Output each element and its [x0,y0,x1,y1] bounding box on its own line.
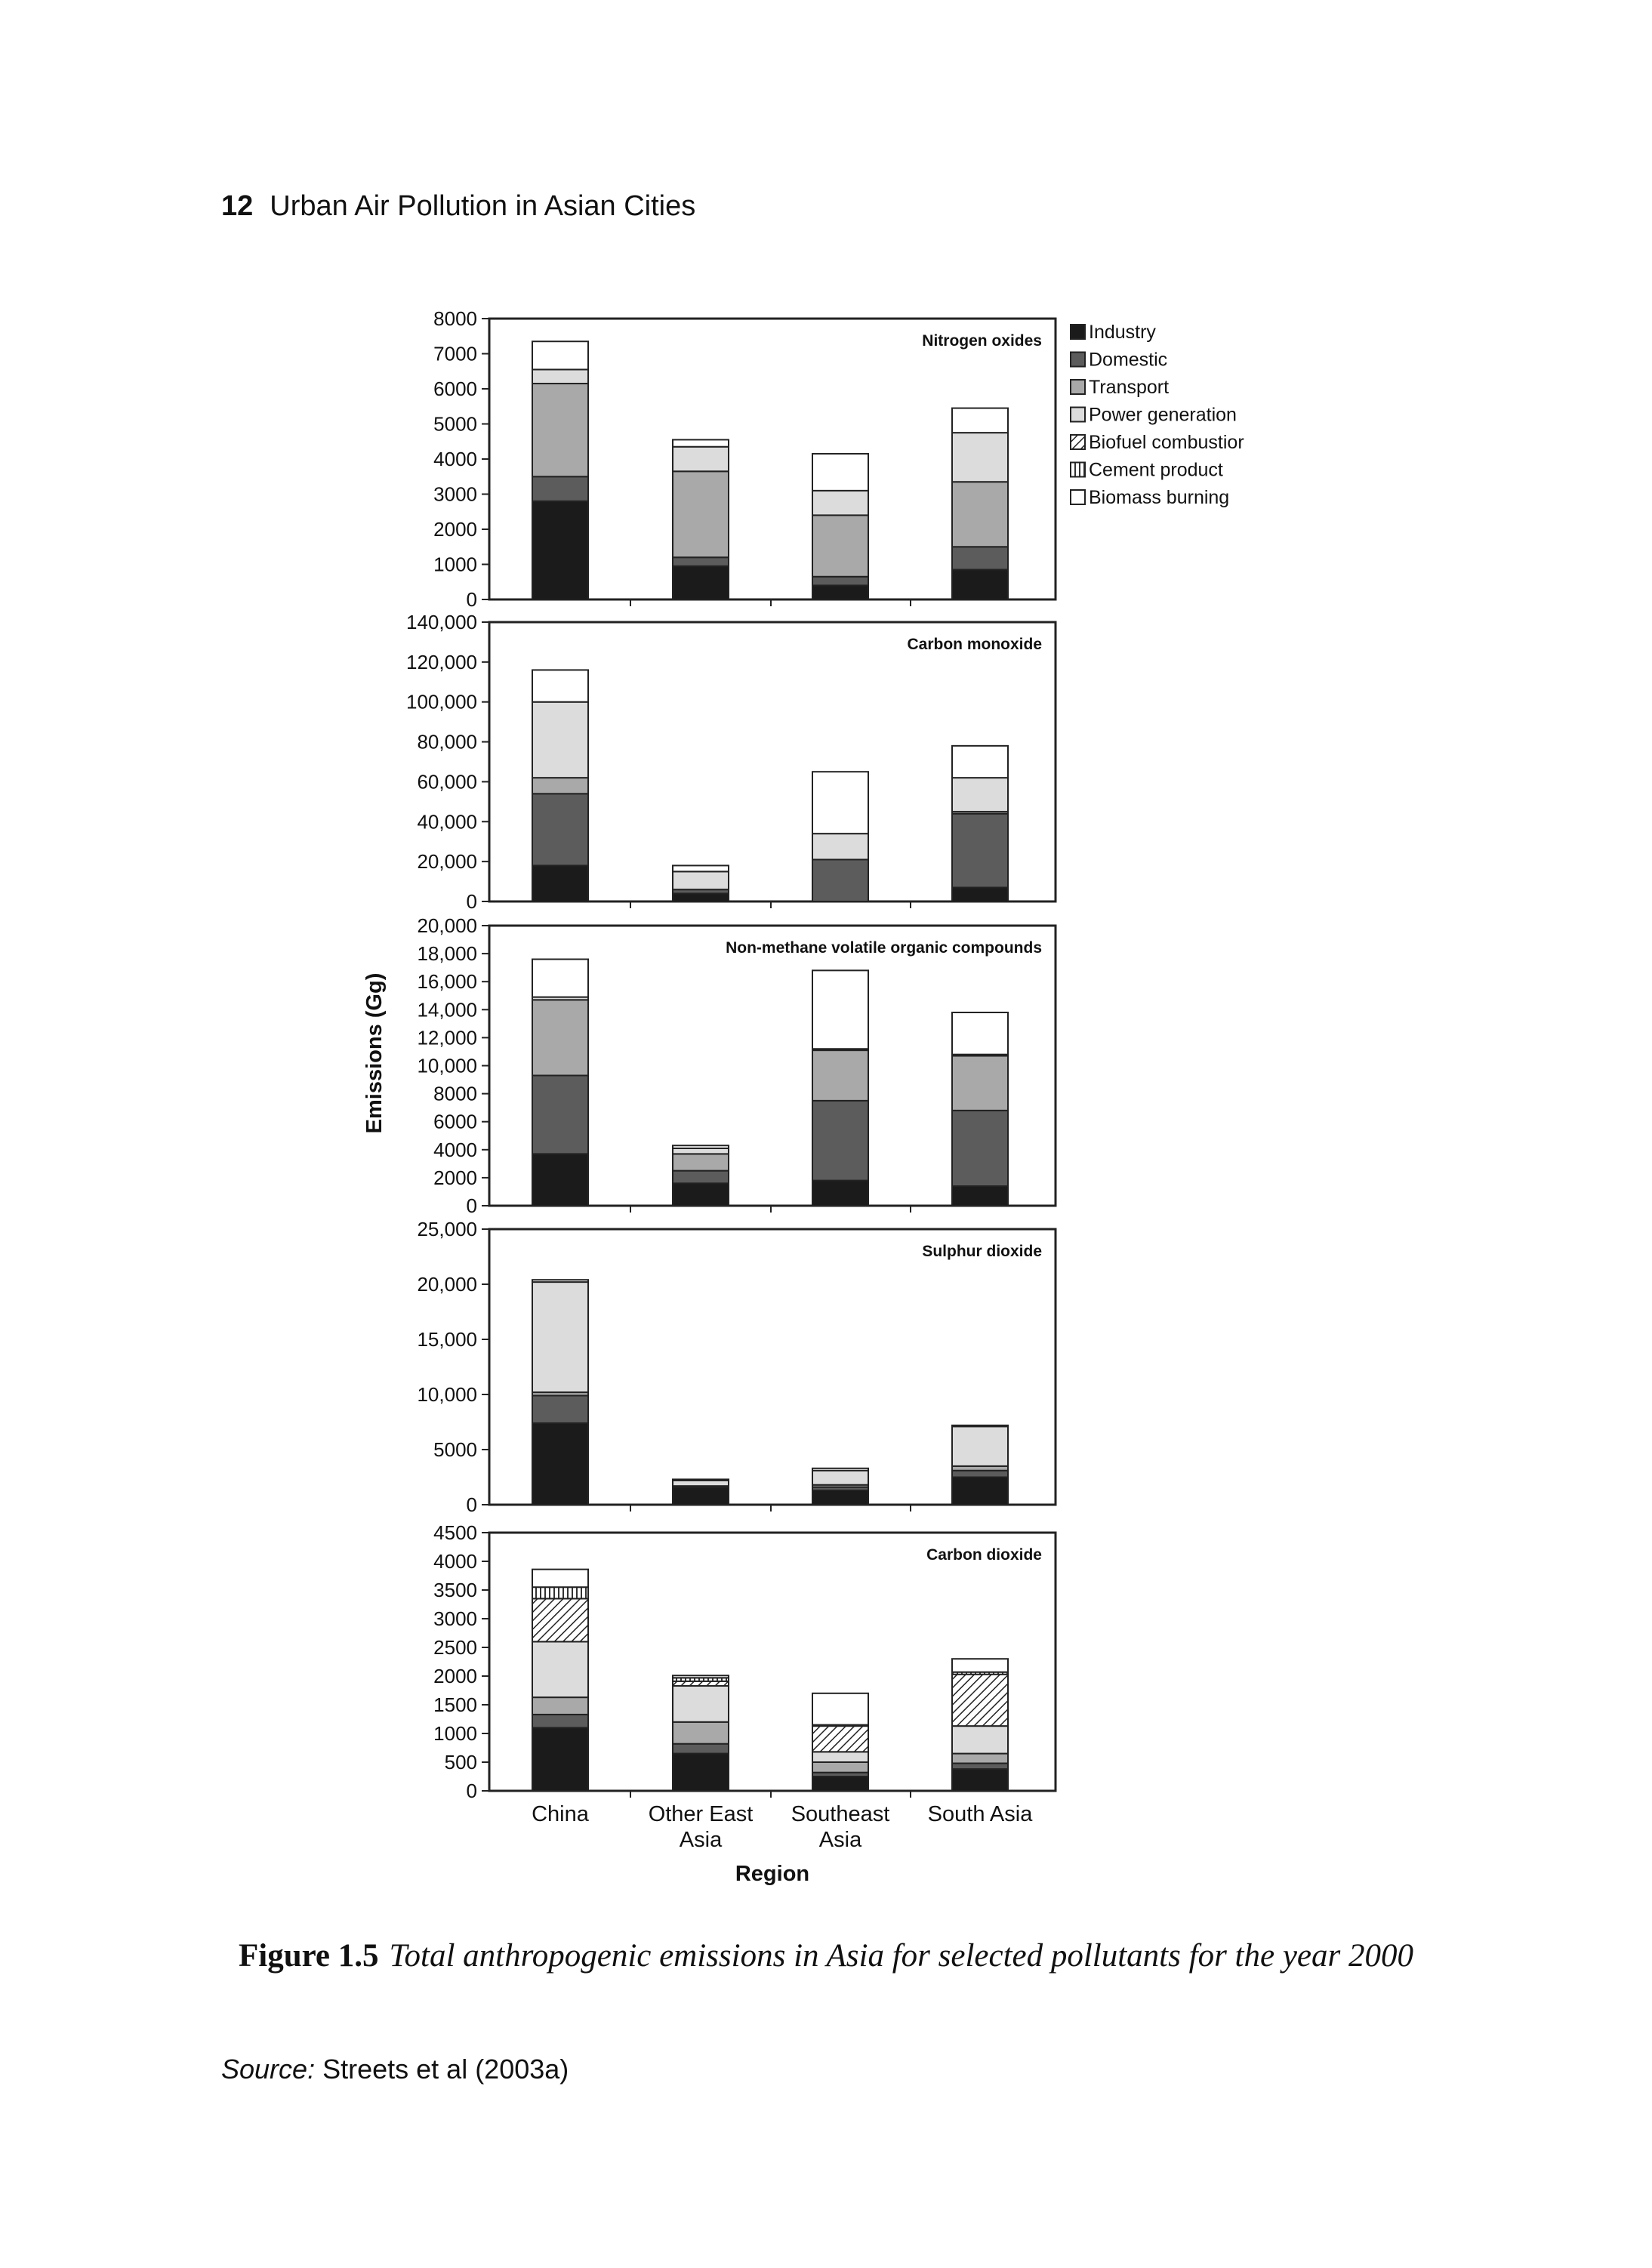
y-tick-label: 0 [466,890,477,913]
bar-south-asia-power-generation [952,1426,1008,1466]
bar-other-east-asia-domestic [673,1744,729,1754]
y-tick-label: 16,000 [417,970,477,994]
legend-swatch-industry [1071,325,1085,339]
bar-china-cement-production [532,1587,588,1598]
bar-china-domestic [532,1395,588,1423]
bar-south-asia-biomass-burning [952,1425,1008,1426]
bar-south-asia-biomass-burning [952,1012,1008,1055]
figure-caption [221,1934,1431,1978]
bar-other-east-asia-domestic [673,557,729,566]
bar-south-asia-domestic [952,1111,1008,1186]
bar-china-domestic [532,1075,588,1154]
y-tick-label: 2000 [433,518,477,541]
bar-south-asia-industry [952,569,1008,599]
y-tick-label: 80,000 [417,730,477,753]
bar-southeast-asia-industry [812,1490,868,1505]
y-tick-label: 20,000 [417,850,477,874]
bar-china-power-generation [532,369,588,384]
legend-swatch-biomass-burning [1071,490,1085,504]
x-category-label: China [532,1802,589,1826]
bar-china-industry [532,501,588,599]
bar-other-east-asia-power-generation [673,1481,729,1486]
y-tick-label: 4000 [433,1550,477,1573]
bar-other-east-asia-industry [673,1487,729,1505]
bar-other-east-asia-transport [673,471,729,557]
legend-label-domestic: Domestic [1089,349,1168,371]
panel-title: Carbon dioxide [926,1546,1042,1564]
y-tick-label: 4000 [433,448,477,470]
bar-south-asia-industry [952,1769,1008,1791]
y-tick-label: 1500 [433,1693,477,1716]
x-category-label: Other East [648,1802,754,1826]
y-tick-label: 0 [466,1194,477,1217]
bar-other-east-asia-power-generation [673,871,729,889]
y-tick-label: 60,000 [417,770,477,793]
y-axis-label: Emissions (Gg) [362,972,387,1134]
bar-south-asia-biomass-burning [952,408,1008,433]
x-axis-label: Region [735,1862,810,1886]
bar-southeast-asia-domestic [812,577,868,586]
bar-southeast-asia-biomass-burning [812,1693,868,1725]
y-tick-label: 100,000 [406,690,477,713]
bar-other-east-asia-industry [673,1754,729,1791]
legend-label-transport: Transport [1089,377,1170,398]
legend-label-biomass-burning: Biomass burning [1089,487,1230,508]
legend-swatch-biofuel-combustion [1071,435,1085,449]
y-tick-label: 0 [466,588,477,611]
bar-southeast-asia-industry [812,1776,868,1791]
figure-label: Figure 1.5 [239,1938,379,1974]
source-label: Source: [221,2054,316,2085]
y-tick-label: 15,000 [417,1328,477,1351]
bar-china-biomass-burning [532,341,588,369]
bar-other-east-asia-biomass-burning [673,1479,729,1480]
y-tick-label: 6000 [433,377,477,400]
y-tick-label: 12,000 [417,1026,477,1049]
figure-caption-text: Total anthropogenic emissions in Asia for selected pollutants for the year 2000 [389,1938,1413,1974]
y-tick-label: 2000 [433,1665,477,1687]
y-tick-label: 7000 [433,342,477,365]
bar-southeast-asia-biomass-burning [812,454,868,491]
bar-other-east-asia-biomass-burning [673,1145,729,1148]
x-category-label: Asia [818,1828,862,1852]
y-tick-label: 140,000 [406,611,477,633]
panel-title: Nitrogen oxides [922,332,1042,350]
bar-southeast-asia-domestic [812,860,868,902]
bar-china-domestic [532,476,588,501]
source-text: Streets et al (2003a) [322,2054,569,2085]
bar-southeast-asia-transport [812,515,868,576]
bar-china-biomass-burning [532,1570,588,1588]
bar-china-biomass-burning [532,960,588,997]
bar-southeast-asia-power-generation [812,1471,868,1485]
y-tick-label: 2000 [433,1166,477,1189]
bar-south-asia-industry [952,888,1008,902]
bar-other-east-asia-biomass-burning [673,865,729,871]
bar-southeast-asia-power-generation [812,1752,868,1762]
bar-china-power-generation [532,702,588,778]
bar-china-transport [532,1697,588,1715]
bar-south-asia-industry [952,1186,1008,1206]
bar-other-east-asia-power-generation [673,447,729,472]
bar-china-industry [532,1154,588,1206]
bar-china-power-generation [532,1641,588,1697]
bar-south-asia-biofuel-combustion [952,1675,1008,1726]
bar-other-east-asia-transport [673,1722,729,1744]
bar-china-transport [532,1000,588,1075]
bar-china-biomass-burning [532,1280,588,1282]
bar-other-east-asia-domestic [673,1171,729,1184]
running-title: Urban Air Pollution in Asian Cities [270,190,696,222]
y-tick-label: 500 [444,1751,477,1773]
bar-other-east-asia-power-generation [673,1686,729,1722]
bar-other-east-asia-industry [673,566,729,599]
bar-south-asia-transport [952,1056,1008,1111]
panel-nitrogen-oxides [433,307,1056,611]
bar-south-asia-transport [952,1754,1008,1764]
y-tick-label: 14,000 [417,998,477,1022]
bar-south-asia-power-generation [952,778,1008,812]
y-tick-label: 0 [466,1493,477,1516]
legend-label-power-generation: Power generation [1089,404,1237,426]
legend-label-cement-production: Cement product [1089,459,1223,481]
y-tick-label: 0 [466,1780,477,1802]
bar-south-asia-power-generation [952,1726,1008,1753]
bar-southeast-asia-transport [812,1050,868,1101]
bar-other-east-asia-power-generation [673,1148,729,1154]
y-tick-label: 8000 [433,1082,477,1105]
bar-china-power-generation [532,1282,588,1392]
page-number: 12 [221,190,254,222]
bar-southeast-asia-biomass-burning [812,772,868,834]
y-tick-label: 3500 [433,1579,477,1601]
bar-south-asia-domestic [952,547,1008,569]
bar-south-asia-industry [952,1478,1008,1505]
bar-south-asia-biomass-burning [952,1659,1008,1672]
y-tick-label: 4000 [433,1138,477,1161]
panel-title: Non-methane volatile organic compounds [726,939,1042,957]
y-tick-label: 3000 [433,1607,477,1630]
bar-other-east-asia-biomass-burning [673,1675,729,1678]
bar-southeast-asia-biomass-burning [812,970,868,1049]
bar-china-transport [532,384,588,476]
bar-other-east-asia-biomass-burning [673,439,729,446]
bar-southeast-asia-industry [812,1181,868,1206]
y-tick-label: 5000 [433,1438,477,1461]
bar-china-domestic [532,1715,588,1727]
bar-south-asia-power-generation [952,433,1008,482]
x-category-label: Southeast [791,1802,890,1826]
y-tick-label: 120,000 [406,650,477,673]
x-category-label: South Asia [927,1802,1033,1826]
legend-swatch-domestic [1071,353,1085,367]
panel-carbon-dioxide [433,1521,1056,1802]
bar-southeast-asia-industry [812,585,868,599]
legend-swatch-power-generation [1071,408,1085,422]
bar-southeast-asia-biomass-burning [812,1468,868,1471]
y-tick-label: 3000 [433,482,477,506]
bar-south-asia-domestic [952,814,1008,888]
bar-other-east-asia-industry [673,1183,729,1206]
bar-south-asia-domestic [952,1764,1008,1770]
bar-south-asia-biomass-burning [952,746,1008,778]
legend-swatch-transport [1071,380,1085,394]
y-tick-label: 20,000 [417,914,477,937]
bar-southeast-asia-power-generation [812,834,868,859]
source-note [221,2054,569,2085]
legend-swatch-cement-production [1071,463,1085,477]
bar-china-biomass-burning [532,670,588,701]
legend-label-biofuel-combustion: Biofuel combustior [1089,432,1244,453]
y-tick-label: 10,000 [417,1383,477,1406]
bar-other-east-asia-transport [673,1154,729,1170]
bar-southeast-asia-biofuel-combustion [812,1726,868,1752]
y-tick-label: 40,000 [417,810,477,834]
legend-label-industry: Industry [1089,322,1156,343]
y-tick-label: 2500 [433,1636,477,1659]
y-tick-label: 4500 [433,1521,477,1544]
x-category-label: Asia [679,1828,723,1852]
y-tick-label: 25,000 [417,1218,477,1240]
bar-china-transport [532,778,588,793]
panel-non-methane-volatile-organic-compounds [417,914,1056,1217]
y-tick-label: 8000 [433,307,477,330]
panel-title: Sulphur dioxide [922,1243,1042,1260]
bar-other-east-asia-industry [673,893,729,901]
panel-sulphur-dioxide [417,1218,1056,1516]
bar-south-asia-domestic [952,1471,1008,1478]
bar-southeast-asia-power-generation [812,491,868,516]
y-tick-label: 10,000 [417,1054,477,1077]
panel-carbon-monoxide [406,611,1056,913]
bar-china-industry [532,865,588,901]
y-tick-label: 1000 [433,1722,477,1745]
bar-southeast-asia-domestic [812,1101,868,1181]
y-tick-label: 1000 [433,553,477,576]
bar-china-industry [532,1423,588,1505]
panel-title: Carbon monoxide [907,636,1042,653]
y-tick-label: 18,000 [417,942,477,966]
bar-china-biofuel-combustion [532,1598,588,1641]
bar-south-asia-transport [952,482,1008,547]
bar-china-domestic [532,793,588,865]
y-tick-label: 20,000 [417,1273,477,1296]
bar-china-industry [532,1727,588,1791]
bar-southeast-asia-transport [812,1762,868,1773]
y-tick-label: 5000 [433,412,477,436]
y-tick-label: 6000 [433,1110,477,1133]
